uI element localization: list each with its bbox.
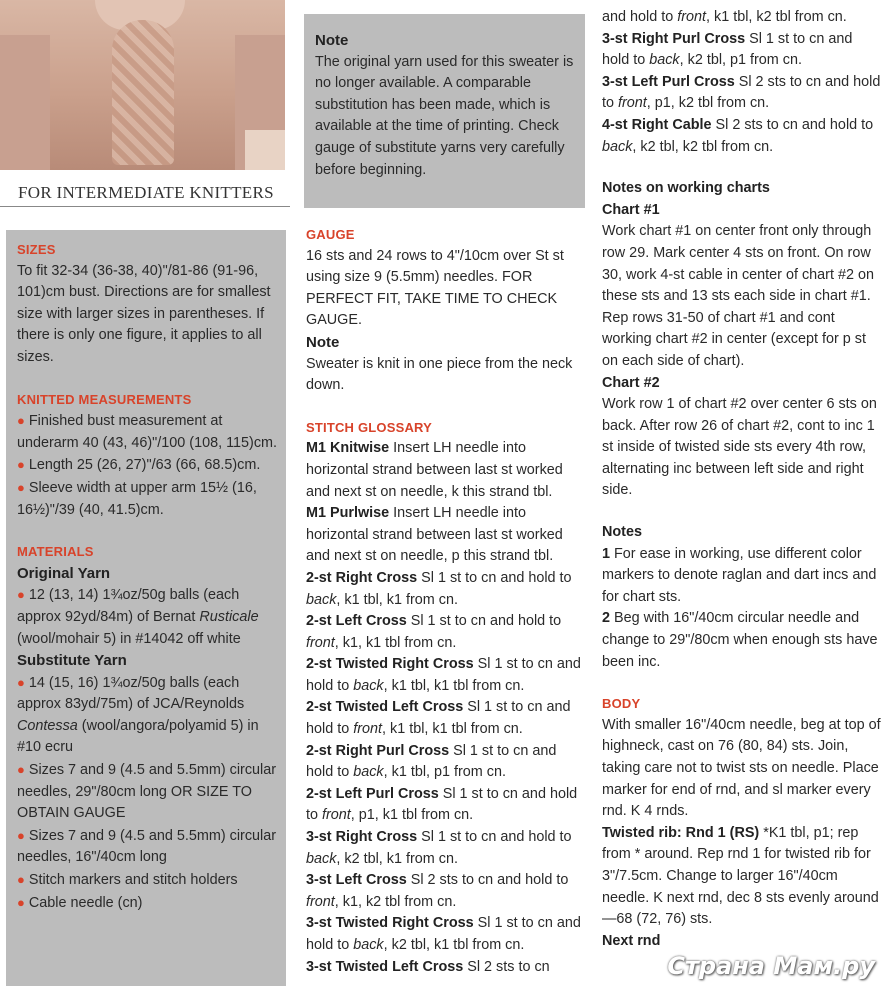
note-2: 2 Beg with 16"/40cm circular needle and change to 29"/80cm when enough sts have been inc.	[602, 610, 878, 670]
material-item: ● Sizes 7 and 9 (4.5 and 5.5mm) circular needles, 16"/40cm long	[17, 827, 277, 866]
column-sizes-materials	[17, 239, 279, 914]
bullet-icon: ●	[17, 894, 25, 910]
glossary-entry: 3-st Left Cross Sl 2 sts to cn and hold to front, k1, k2 tbl from cn.	[306, 872, 569, 910]
glossary-entry: 3-st Right Purl Cross Sl 1 st to cn and hold to back, k2 tbl, p1 from cn.	[602, 30, 853, 69]
material-item: ● Sizes 7 and 9 (4.5 and 5.5mm) circular needles, 29"/80cm long OR SIZE TO OBTAIN GAUGE	[17, 762, 277, 822]
glossary-entry: 2-st Twisted Right Cross Sl 1 st to cn and hold to back, k1 tbl, k1 tbl from cn.	[306, 656, 581, 694]
glossary-entry: 3-st Twisted Right Cross Sl 1 st to cn and hold to back, k2 tbl, k1 tbl from cn.	[306, 915, 581, 953]
original-yarn-label: Original Yarn	[17, 564, 111, 582]
chart1-text: Work chart #1 on center front only through row 29. Mark center 4 sts on front. On row 30, work 4-st cable in center of chart #2 on these sts and 13 sts each side in chart #1. Rep rows 31-50 of chart #1 and cont working chart #2 in center (except for p st on each side of chart).	[602, 223, 874, 369]
glossary-entry: 2-st Right Purl Cross Sl 1 st to cn and hold to back, k1 tbl, p1 from cn.	[306, 742, 557, 781]
gauge-heading: GAUGE	[306, 227, 355, 242]
substitute-yarn-text: ● 14 (15, 16) 1¾oz/50g balls (each approx 83yd/75m) of JCA/Reynolds Contessa (wool/angora/polyamid 5) in #10 ecru	[17, 674, 259, 756]
original-yarn-text: ● 12 (13, 14) 1¾oz/50g balls (each approx 92yd/84m) of Bernat Rusticale (wool/mohair 5) in #14042 off white	[17, 587, 259, 647]
twisted-rib: Twisted rib: Rnd 1 (RS) *K1 tbl, p1; rep from * around. Rep rnd 1 for twisted rib for 3"/7.5cm. Change to larger 16"/40cm needle. K next rnd, dec 8 sts evenly around—68 (72, 76) sts.	[602, 824, 879, 928]
sweater-photo	[0, 0, 285, 170]
materials-heading: MATERIALS	[17, 544, 94, 560]
bullet-icon: ●	[17, 587, 25, 603]
glossary-entry: 3-st Right Cross Sl 1 st to cn and hold to back, k2 tbl, k1 from cn.	[306, 829, 572, 867]
charts-heading: Notes on working charts	[602, 180, 770, 197]
divider	[0, 206, 290, 207]
bullet-icon: ●	[17, 457, 25, 473]
measure-item: ● Finished bust measurement at underarm 40 (43, 46)"/100 (108, 115)cm.	[17, 413, 278, 451]
next-rnd: Next rnd	[602, 932, 661, 949]
note-box-content	[315, 30, 577, 181]
notes-heading: Notes	[602, 524, 642, 541]
note-heading: Note	[315, 32, 349, 49]
bullet-icon: ●	[17, 762, 25, 778]
chart2-text: Work row 1 of chart #2 over center 6 sts on back. After row 26 of chart #2, cont to inc 1 st inside of twisted side sts every 4th row, alternating inc between left side and right side.	[602, 396, 877, 499]
glossary-entry: 2-st Left Cross Sl 1 st to cn and hold to front, k1, k1 tbl from cn.	[306, 613, 562, 651]
note-1: 1 For ease in working, use different color markers to denote raglan and dart incs and for chart sts.	[602, 545, 877, 605]
material-item: ● Cable needle (cn)	[17, 894, 143, 911]
chart1-heading: Chart #1	[602, 201, 660, 218]
watermark-logo: Страна Мам.ру	[667, 952, 875, 980]
glossary-entry: 2-st Right Cross Sl 1 st to cn and hold to back, k1 tbl, k1 from cn.	[306, 569, 572, 608]
glossary-heading: STITCH GLOSSARY	[306, 419, 433, 435]
gauge-note-heading: Note	[306, 333, 340, 351]
sizes-text: To fit 32-34 (36-38, 40)"/81-86 (91-96, 101)cm bust. Directions are for smallest size with larger sizes in parentheses. If there is only one figure, it applies to all sizes.	[17, 262, 271, 365]
chart2-heading: Chart #2	[602, 374, 660, 391]
glossary-entry: 3-st Left Purl Cross Sl 2 sts to cn and hold to front, p1, k2 tbl from cn.	[602, 73, 881, 112]
glossary-entry: 2-st Twisted Left Cross Sl 1 st to cn and hold to front, k1 tbl, k1 tbl from cn.	[306, 699, 571, 738]
bullet-icon: ●	[17, 413, 25, 429]
column-gauge-glossary	[306, 224, 586, 978]
skill-level: FOR INTERMEDIATE KNITTERS	[18, 183, 274, 202]
measure-item: ● Sleeve width at upper arm 15½ (16, 16½)"/39 (40, 41.5)cm.	[17, 479, 257, 518]
note-text: The original yarn used for this sweater is no longer available. A comparable substitution has been made, which is available at the time of printing. Check gauge of substitute yarns very carefully before beginning.	[315, 53, 574, 178]
bullet-icon: ●	[17, 674, 25, 690]
glossary-cont-first: and hold to front, k1 tbl, k2 tbl from cn.	[602, 9, 847, 25]
glossary-entry: M1 Knitwise Insert LH needle into horizontal strand between last st worked and next st on needle, k this strand tbl.	[306, 440, 563, 500]
gauge-text: 16 sts and 24 rows to 4"/10cm over St st using size 9 (5.5mm) needles. FOR PERFECT FIT, TAKE TIME TO CHECK GAUGE.	[306, 247, 564, 329]
bullet-icon: ●	[17, 479, 25, 495]
sizes-heading: SIZES	[17, 242, 56, 257]
column-charts-body	[602, 7, 881, 952]
gauge-note-text: Sweater is knit in one piece from the neck down.	[306, 355, 573, 394]
bullet-icon: ●	[17, 872, 25, 888]
glossary-entry: 4-st Right Cable Sl 2 sts to cn and hold to back, k2 tbl, k2 tbl from cn.	[602, 116, 874, 155]
glossary-entry: M1 Purlwise Insert LH needle into horizontal strand between last st worked and next st on needle, p this strand tbl.	[306, 505, 563, 565]
substitute-yarn-label: Substitute Yarn	[17, 652, 127, 670]
measurements-heading: KNITTED MEASUREMENTS	[17, 391, 192, 407]
glossary-entry: 2-st Left Purl Cross Sl 1 st to cn and hold to front, p1, k1 tbl from cn.	[306, 785, 578, 824]
bullet-icon: ●	[17, 827, 25, 843]
body-text: With smaller 16"/40cm needle, beg at top of highneck, cast on 76 (80, 84) sts. Join, taking care not to twist sts on needle. Place marker for end of rnd, and sl marker every rnd. K 4 rnds.	[602, 716, 881, 820]
glossary-list	[306, 438, 586, 978]
body-heading: BODY	[602, 696, 641, 712]
glossary-entry: 3-st Twisted Left Cross Sl 2 sts to cn	[306, 958, 550, 975]
material-item: ● Stitch markers and stitch holders	[17, 872, 238, 889]
measure-item: ● Length 25 (26, 27)"/63 (66, 68.5)cm.	[17, 457, 261, 474]
glossary-cont-list	[602, 29, 881, 159]
